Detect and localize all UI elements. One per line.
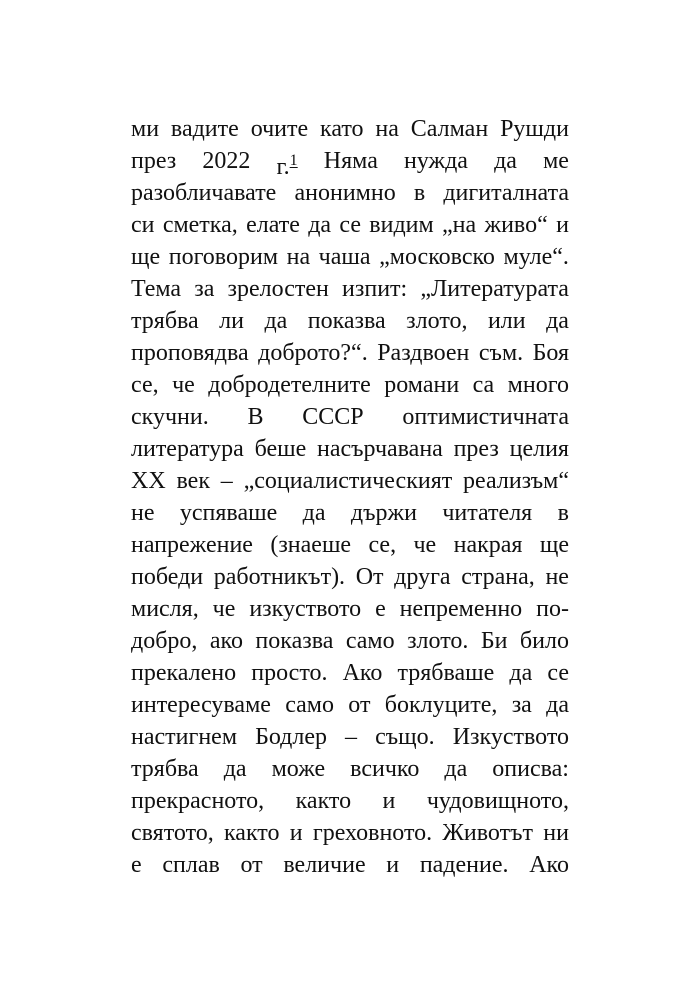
text-line [131, 273, 569, 305]
word: настигнем [131, 724, 238, 750]
word: Няма [323, 148, 378, 174]
text-line [131, 561, 569, 593]
word: не [131, 500, 155, 526]
text-line [131, 689, 569, 721]
text-line [131, 305, 569, 337]
word: също. [375, 724, 435, 750]
word: Животът [442, 820, 533, 846]
word: на [375, 116, 399, 142]
word: страна, [461, 564, 535, 590]
word: държи [350, 500, 417, 526]
word: само [345, 628, 395, 654]
word: да [302, 500, 326, 526]
word: е [131, 852, 142, 878]
word: Раздвоен [377, 340, 470, 366]
word: боклуците, [384, 692, 498, 718]
word: било [519, 628, 569, 654]
word: нужда [403, 148, 468, 174]
word: от [240, 852, 263, 878]
word: падение. [419, 852, 509, 878]
word: накрая [453, 532, 523, 558]
word: съм. [478, 340, 524, 366]
text-line [131, 625, 569, 657]
text-line [131, 145, 569, 180]
word: да [546, 692, 569, 718]
word: скучни. [131, 404, 209, 430]
text-line [131, 593, 569, 625]
word: романи [384, 372, 460, 398]
word: поговорим [168, 244, 279, 270]
word: Бодлер [255, 724, 327, 750]
word: изкуството [249, 596, 362, 622]
word: СССР [302, 404, 364, 430]
word: очите [250, 116, 309, 142]
word: показва [255, 628, 334, 654]
word: от [348, 692, 371, 718]
word: разобличавате [131, 180, 277, 206]
word: ни [543, 820, 569, 846]
word: трябва [131, 756, 199, 782]
text-line [131, 209, 569, 241]
text-line [131, 529, 569, 561]
word: проповядва [131, 340, 249, 366]
word: ли [219, 308, 244, 334]
word: са [472, 372, 495, 398]
word: не [545, 564, 569, 590]
text-line [131, 401, 569, 433]
word: Изкуството [452, 724, 569, 750]
word: сплав [162, 852, 220, 878]
word: и [382, 788, 396, 814]
word: е [375, 596, 386, 622]
text-line [131, 497, 569, 529]
word: да [444, 756, 468, 782]
word: сметка, [162, 212, 238, 238]
word: както [295, 788, 352, 814]
text-line [131, 721, 569, 753]
word: живо“ [484, 212, 548, 238]
word: елате [246, 212, 300, 238]
word: добро, [131, 628, 198, 654]
word: ме [543, 148, 569, 174]
word: ще [131, 244, 161, 270]
word: може [271, 756, 326, 782]
word: (знаеше [270, 532, 352, 558]
word: Рушди [500, 116, 569, 142]
word: мисля, [131, 596, 199, 622]
word: реализъм“ [463, 468, 569, 494]
word: за [511, 692, 532, 718]
word: много [507, 372, 569, 398]
word: на [286, 244, 311, 270]
word: „на [442, 212, 477, 238]
footnote-reference[interactable]: 1 [289, 152, 298, 169]
word: да [308, 212, 332, 238]
word: 2022 [202, 148, 251, 174]
word: добродетелните [208, 372, 371, 398]
text-line [131, 241, 569, 273]
word: прекрасното, [131, 788, 265, 814]
word: че [212, 596, 236, 622]
word: ми [131, 116, 160, 142]
word: XX [131, 468, 166, 494]
word: изпит: [342, 276, 408, 302]
text-line [131, 369, 569, 401]
text-line [131, 465, 569, 497]
word: през [131, 148, 177, 174]
word: зрелостен [227, 276, 329, 302]
word: да [264, 308, 288, 334]
word: показва [307, 308, 386, 334]
word: ще [539, 532, 569, 558]
word: святото, [131, 820, 214, 846]
word: в [557, 500, 569, 526]
word: се [339, 212, 361, 238]
word: целия [509, 436, 569, 462]
word: величие [283, 852, 366, 878]
word: Салман [410, 116, 489, 142]
text-line [131, 113, 569, 145]
word: литература [131, 436, 244, 462]
word: трябва [131, 308, 199, 334]
word: за [194, 276, 215, 302]
word: си [131, 212, 155, 238]
word: само [285, 692, 334, 718]
word: злото. [407, 628, 469, 654]
word: – [345, 724, 358, 750]
word: видим [369, 212, 434, 238]
text-line [131, 177, 569, 209]
word: доброто?“. [258, 340, 368, 366]
word: интересуваме [131, 692, 271, 718]
word: през [453, 436, 499, 462]
word: че [172, 372, 195, 398]
word: насърчавана [316, 436, 443, 462]
word: да [494, 148, 517, 174]
word: работникът). [213, 564, 346, 590]
word: всичко [350, 756, 420, 782]
word: или [487, 308, 526, 334]
word: трябваше [397, 660, 495, 686]
word: и [556, 212, 569, 238]
word: в [413, 180, 426, 206]
word: се, [131, 372, 159, 398]
word: „Литературата [420, 276, 569, 302]
text-line [131, 817, 569, 849]
word: греховното. [312, 820, 433, 846]
word: От [355, 564, 384, 590]
word: по- [536, 596, 569, 622]
word: както [224, 820, 280, 846]
word: Ако [342, 660, 383, 686]
word: непременно [399, 596, 523, 622]
word: като [320, 116, 364, 142]
word: чудовищното, [426, 788, 569, 814]
word: да [509, 660, 533, 686]
word: Тема [131, 276, 182, 302]
word: победи [131, 564, 204, 590]
text-line [131, 433, 569, 465]
word: просто. [251, 660, 328, 686]
body-text [131, 113, 569, 881]
word: че [413, 532, 437, 558]
word: се, [368, 532, 397, 558]
word: – [220, 468, 233, 494]
text-line [131, 337, 569, 369]
word: В [247, 404, 264, 430]
word: описва: [492, 756, 569, 782]
word: друга [394, 564, 451, 590]
word: дигиталната [443, 180, 569, 206]
word: читателя [442, 500, 533, 526]
word: да [223, 756, 247, 782]
word: вадите [170, 116, 239, 142]
word: анонимно [294, 180, 396, 206]
word: „социалистическият [243, 468, 453, 494]
word: оптимистичната [402, 404, 569, 430]
word: „московско [379, 244, 495, 270]
word: муле“. [503, 244, 569, 270]
text-line [131, 849, 569, 881]
word: успяваше [179, 500, 278, 526]
word: злото, [406, 308, 468, 334]
word: век [176, 468, 210, 494]
word: чаша [318, 244, 371, 270]
word: и [386, 852, 400, 878]
word: напрежение [131, 532, 253, 558]
word: Ако [529, 852, 569, 878]
word: ако [209, 628, 243, 654]
word: да [546, 308, 569, 334]
text-line [131, 753, 569, 785]
word: Би [480, 628, 508, 654]
word: г.$^1$ [276, 152, 298, 180]
text-line [131, 785, 569, 817]
word: се [547, 660, 569, 686]
word: Боя [532, 340, 569, 366]
text-line [131, 657, 569, 689]
word: и [289, 820, 303, 846]
word: прекалено [131, 660, 237, 686]
word: беше [254, 436, 307, 462]
